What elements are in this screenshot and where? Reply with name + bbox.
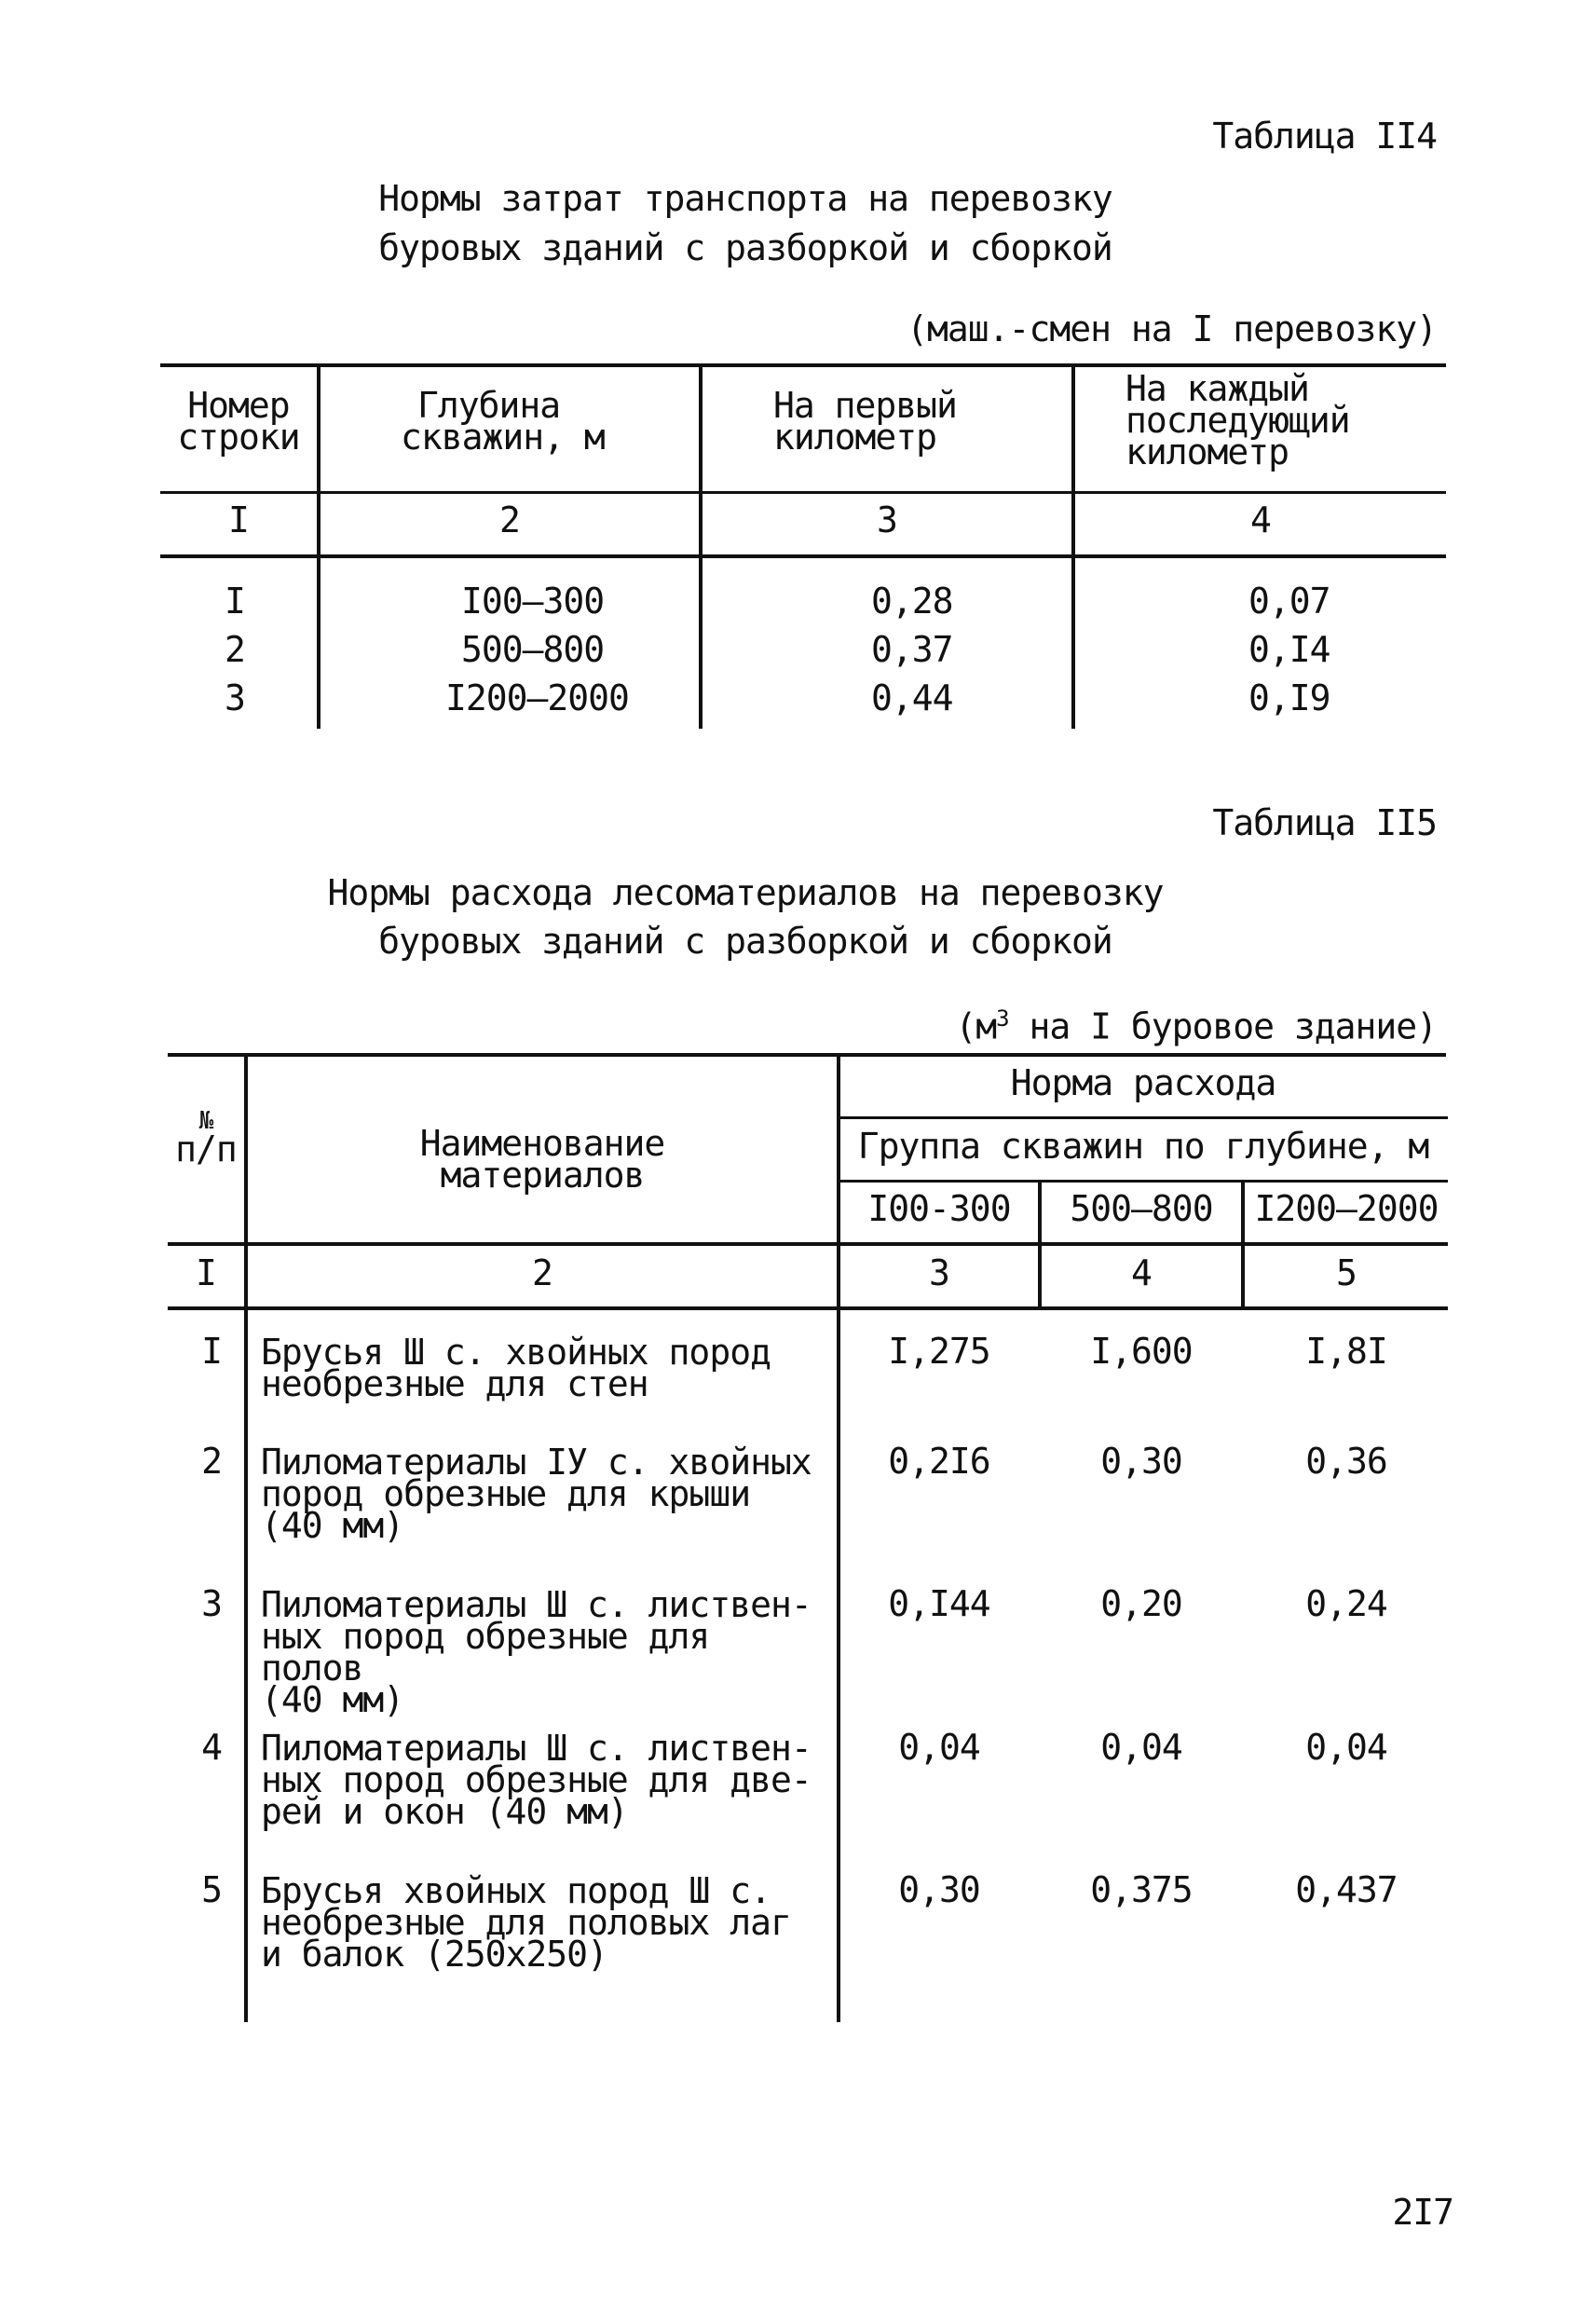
colnum-1: I <box>228 499 249 540</box>
norm-group-2: 0,30 <box>1100 1441 1182 1482</box>
header-first-km-line2: километр <box>773 417 937 458</box>
material-name <box>261 1332 829 1404</box>
table-114-vline-1 <box>317 363 321 729</box>
table-115-group-rule <box>837 1180 1448 1183</box>
unit-prefix: (м <box>955 1005 997 1047</box>
material-name-line2: ных пород обрезные для полов <box>261 1616 710 1689</box>
header-depth-line1: Глубина <box>417 385 561 426</box>
next-km-value: 0,07 <box>1248 581 1330 622</box>
material-name-line2: пород обрезные для крыши <box>261 1473 751 1514</box>
material-name <box>261 1442 829 1546</box>
next-km-value: 0,I9 <box>1248 677 1330 718</box>
table-114-unit: (маш.-смен на I перевозку) <box>907 308 1437 349</box>
norm-group-3: 0,04 <box>1305 1727 1387 1768</box>
header-material-name-line2: материалов <box>440 1155 645 1196</box>
header-row-number <box>160 385 317 458</box>
header-first-km-line1: На первый <box>773 385 957 426</box>
row-number: I <box>201 1331 222 1372</box>
colnum-3: 3 <box>929 1252 949 1293</box>
table-115-colnum-rule <box>168 1306 1448 1310</box>
header-number <box>168 1107 244 1169</box>
table-115-unit <box>839 1002 1437 1047</box>
row-number: 3 <box>225 677 245 718</box>
material-name-line3: (40 мм) <box>261 1679 404 1720</box>
norm-group-3: 0,24 <box>1305 1583 1387 1624</box>
depth-value: I200–2000 <box>445 677 629 718</box>
header-material-name-line1: Наименование <box>419 1123 665 1164</box>
header-number-line2: п/п <box>175 1128 237 1169</box>
row-number: 3 <box>201 1583 222 1624</box>
header-norm: Норма расхода <box>1010 1062 1276 1103</box>
material-name <box>261 1728 829 1832</box>
table-115-label: Таблица II5 <box>1212 802 1437 843</box>
norm-group-2: 0,20 <box>1100 1583 1182 1624</box>
header-row-number-line1: Номер <box>187 385 290 426</box>
header-first-km <box>773 385 1071 458</box>
norm-group-1: 0,I44 <box>888 1583 990 1624</box>
material-name-line2: необрезные для половых лаг <box>261 1902 791 1943</box>
header-next-km-line1: На каждый <box>1125 368 1309 409</box>
norm-group-1: 0,30 <box>898 1869 980 1910</box>
table-114-header-rule <box>160 491 1446 494</box>
table-114-vline-2 <box>699 363 703 729</box>
colnum-1: I <box>196 1252 216 1293</box>
table-114-top-rule <box>160 363 1446 367</box>
material-name <box>261 1584 829 1720</box>
colnum-2: 2 <box>532 1252 552 1293</box>
table-115-norm-rule <box>837 1116 1448 1119</box>
header-group-3: I200–2000 <box>1254 1188 1439 1229</box>
norm-group-2: 0,04 <box>1100 1727 1182 1768</box>
norm-group-1: I,275 <box>888 1331 990 1372</box>
table-115-title-line1: Нормы расхода лесоматериалов на перевозку <box>327 872 1164 913</box>
norm-group-1: 0,04 <box>898 1727 980 1768</box>
row-number: 5 <box>201 1869 222 1910</box>
colnum-4: 4 <box>1131 1252 1152 1293</box>
table-114-vline-3 <box>1071 363 1075 729</box>
colnum-4: 4 <box>1250 499 1271 540</box>
material-name-line1: Брусья хвойных пород Ш с. <box>261 1870 771 1911</box>
header-next-km-line2: последующий <box>1125 400 1350 441</box>
table-114-title-line1: Нормы затрат транспорта на перевозку <box>378 178 1112 219</box>
material-name <box>261 1870 829 1975</box>
unit-suffix: на I буровое здание) <box>1008 1005 1437 1047</box>
material-name-line3: рей и окон (40 мм) <box>261 1791 628 1832</box>
colnum-3: 3 <box>877 499 897 540</box>
norm-group-3: 0,36 <box>1305 1441 1387 1482</box>
norm-group-3: I,8I <box>1305 1331 1387 1372</box>
norm-group-2: I,600 <box>1090 1331 1193 1372</box>
norm-group-3: 0,437 <box>1295 1869 1398 1910</box>
material-name-line1: Пиломатериалы IУ с. хвойных <box>261 1442 812 1483</box>
row-number: 2 <box>225 629 245 670</box>
page-number: 2I7 <box>1392 2192 1453 2233</box>
header-row-number-line2: строки <box>177 417 300 458</box>
colnum-2: 2 <box>499 499 520 540</box>
row-number: 4 <box>201 1727 222 1768</box>
header-group-2: 500–800 <box>1070 1188 1213 1229</box>
table-115-vline-1 <box>244 1053 248 2022</box>
first-km-value: 0,37 <box>871 629 953 670</box>
table-115-top-rule <box>168 1053 1446 1057</box>
next-km-value: 0,I4 <box>1248 629 1330 670</box>
header-next-km <box>1125 368 1442 472</box>
header-depth-line2: скважин, м <box>401 417 605 458</box>
depth-value: 500–800 <box>461 629 605 670</box>
unit-superscript: 3 <box>996 1005 1009 1032</box>
material-name-line3: (40 мм) <box>261 1505 404 1546</box>
material-name-line2: необрезные для стен <box>261 1363 648 1404</box>
material-name-line1: Пиломатериалы Ш с. листвен- <box>261 1728 812 1769</box>
material-name-line2: ных пород обрезные для две- <box>261 1759 812 1800</box>
norm-group-1: 0,2I6 <box>888 1441 990 1482</box>
header-group-1: I00-300 <box>867 1188 1011 1229</box>
first-km-value: 0,44 <box>871 677 953 718</box>
row-number: I <box>225 581 245 622</box>
header-next-km-line3: километр <box>1125 431 1289 472</box>
material-name-line1: Брусья Ш с. хвойных пород <box>261 1332 771 1373</box>
depth-value: I00—300 <box>461 581 605 622</box>
table-115-title-line2: буровых зданий с разборкой и сборкой <box>378 921 1112 962</box>
table-114-title-line2: буровых зданий с разборкой и сборкой <box>378 227 1112 268</box>
material-name-line3: и балок (250х250) <box>261 1934 607 1975</box>
table-115-header-rule <box>168 1242 1448 1246</box>
header-number-line1: № <box>198 1107 213 1135</box>
material-name-line1: Пиломатериалы Ш с. листвен- <box>261 1584 812 1625</box>
row-number: 2 <box>201 1441 222 1482</box>
colnum-5: 5 <box>1336 1252 1357 1293</box>
header-material-name <box>248 1123 837 1196</box>
header-depth-group: Группа скважин по глубине, м <box>857 1126 1429 1167</box>
table-114-colnum-rule <box>160 554 1446 558</box>
first-km-value: 0,28 <box>871 581 953 622</box>
norm-group-2: 0,375 <box>1090 1869 1193 1910</box>
header-depth <box>401 385 699 458</box>
table-114-label: Таблица II4 <box>1212 116 1437 157</box>
